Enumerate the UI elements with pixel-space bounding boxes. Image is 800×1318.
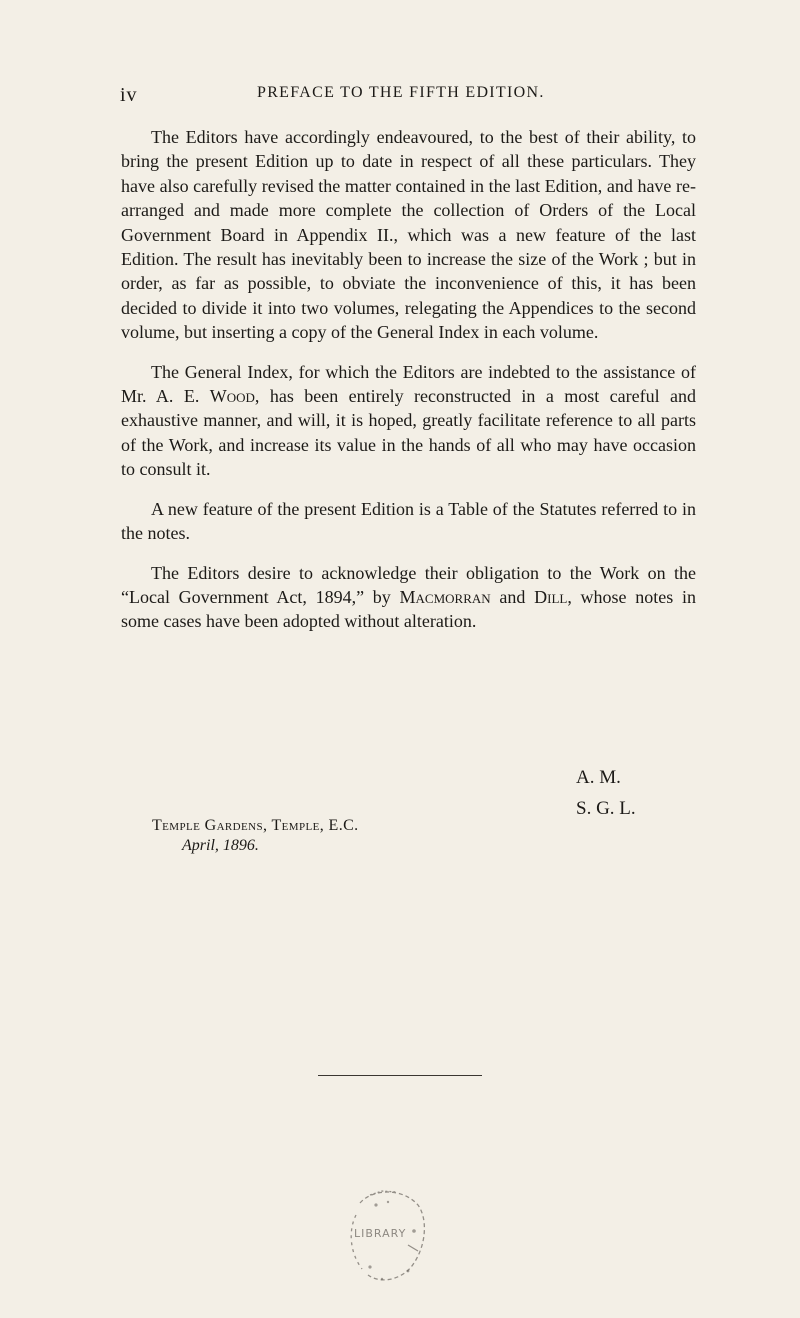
author-name: Dill	[534, 586, 568, 607]
author-name: Macmorran	[399, 586, 491, 607]
person-name: Wood	[209, 386, 255, 407]
paragraph	[121, 360, 696, 482]
running-title: PREFACE TO THE FIFTH EDITION.	[257, 84, 545, 101]
library-stamp-icon	[330, 1175, 440, 1305]
page-number: iv	[120, 84, 138, 106]
preface-body	[121, 125, 696, 649]
text-run: and	[490, 586, 535, 607]
date: April, 1896.	[182, 837, 259, 854]
text-run: , whose notes in some cases have been adopted without alteration.	[121, 586, 696, 632]
text-run: , has been entirely reconstructed in a most careful and exhaustive manner, and will, it is hoped, greatly facilitate reference to all parts of the Work, and increase its value in the hands of all who may have occasion to consult it.	[121, 386, 697, 480]
divider-rule	[318, 1075, 482, 1076]
editor-initials: A. M.	[576, 767, 621, 788]
editor-initials: S. G. L.	[576, 798, 636, 819]
place-and-date	[152, 816, 359, 856]
text-run: The Editors desire to acknowledge their obligation to the Work on the “Local Government Act, 1894,” by	[121, 562, 696, 607]
stamp-text: LIBRARY	[354, 1227, 407, 1240]
text-run: The General Index, for which the Editors are indebted to the assistance of Mr. A. E.	[121, 361, 696, 407]
editor-signatures	[576, 762, 636, 824]
paragraph: The Editors have accordingly endeavoured, to the best of their ability, to bring the present Edition up to date in respect of all these particulars. They have also carefully revised the matter contained in the last Edition, and have re-arranged and made more complete the collection of Orders of the Local Government Board in Appendix II., which was a new feature of the last Edition. The result has inevitably been to increase the size of the Work ; but in order, as far as possible, to obviate the inconvenience of this, it has been decided to divide it into two volumes, relegating the Appendices to the second volume, but inserting a copy of the General Index in each volume.	[121, 127, 696, 343]
page-header	[120, 84, 700, 108]
location: Temple Gardens, Temple, E.C.	[152, 817, 359, 834]
paragraph: A new feature of the present Edition is a Table of the Statutes referred to in the notes.	[121, 498, 696, 544]
library-stamp	[330, 1175, 440, 1310]
paragraph	[121, 561, 696, 634]
